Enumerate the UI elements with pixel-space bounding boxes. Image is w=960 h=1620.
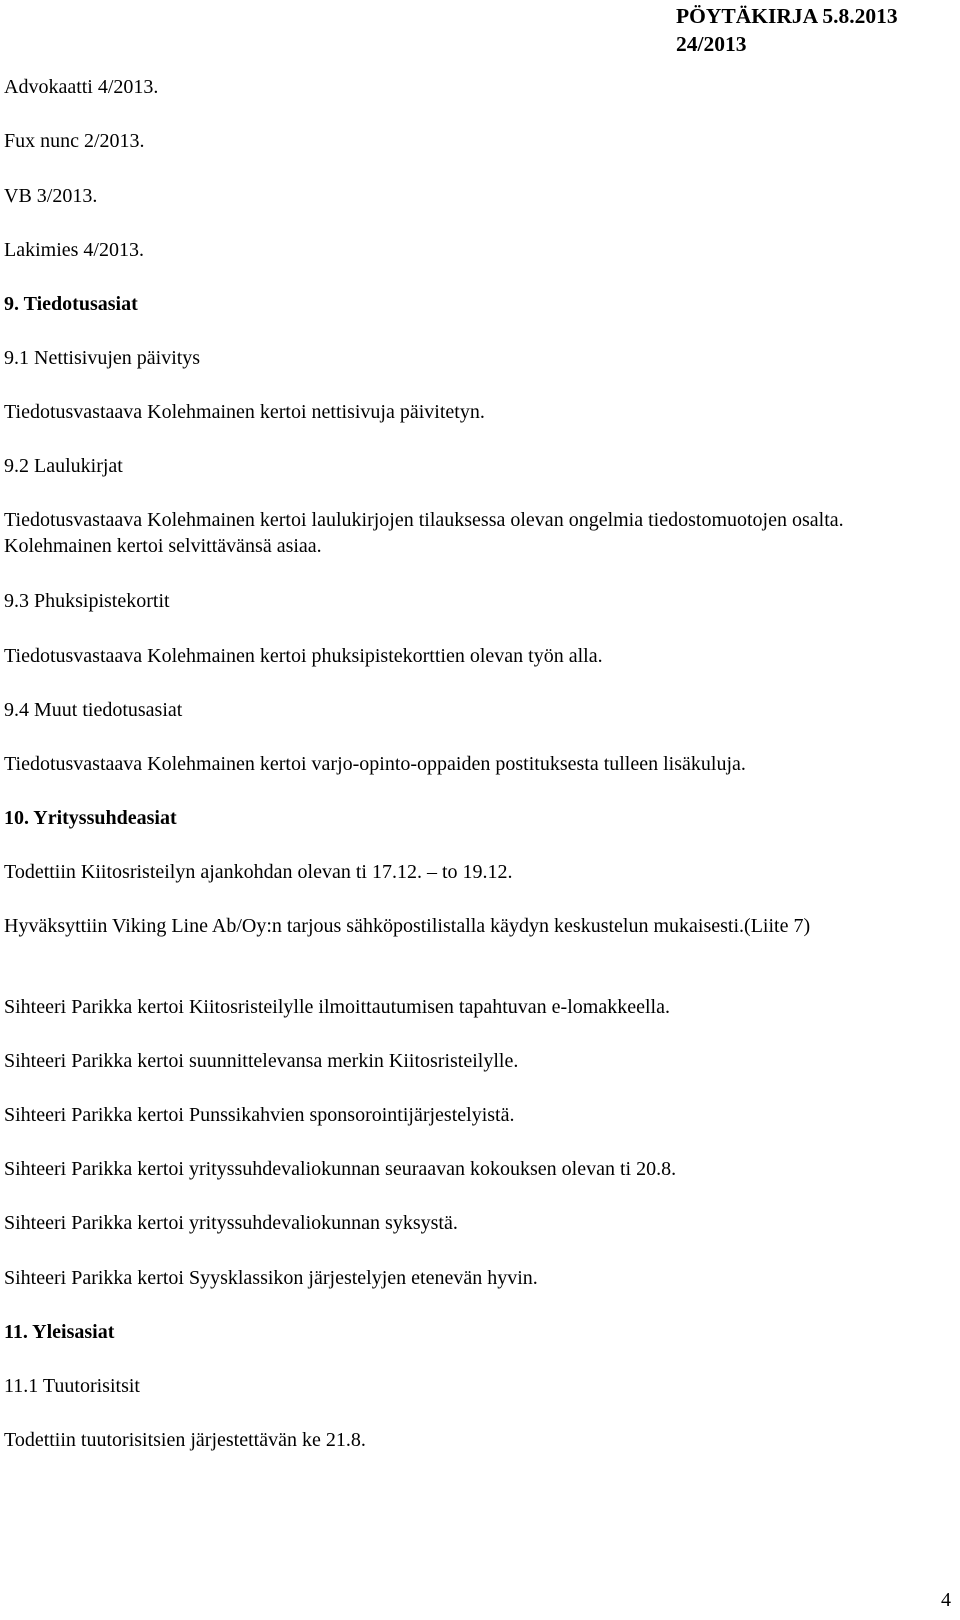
paragraph-10-5: Sihteeri Parikka kertoi Punssikahvien sponsorointijärjestelyistä. [4, 1104, 515, 1126]
subsection-heading-9-1: 9.1 Nettisivujen päivitys [4, 347, 201, 369]
document-header [676, 2, 898, 58]
paragraph-10-6: Sihteeri Parikka kertoi yrityssuhdevaliokunnan seuraavan kokouksen olevan ti 20.8. [4, 1158, 677, 1180]
subsection-heading-9-2: 9.2 Laulukirjat [4, 455, 123, 477]
list-item-advokaatti: Advokaatti 4/2013. [4, 76, 159, 98]
paragraph-10-1: Todettiin Kiitosristeilyn ajankohdan olevan ti 17.12. – to 19.12. [4, 861, 513, 883]
paragraph-9-1: Tiedotusvastaava Kolehmainen kertoi nettisivuja päivitetyn. [4, 401, 485, 423]
page-number: 4 [941, 1589, 951, 1611]
document-number: 24/2013 [676, 32, 747, 56]
document-title: PÖYTÄKIRJA 5.8.2013 [676, 4, 898, 28]
paragraph-10-7: Sihteeri Parikka kertoi yrityssuhdevaliokunnan syksystä. [4, 1212, 458, 1234]
paragraph-10-2: Hyväksyttiin Viking Line Ab/Oy:n tarjous sähköpostilistalla käydyn keskustelun mukaisesti.(Liite 7) [4, 915, 811, 937]
section-heading-11: 11. Yleisasiat [4, 1321, 115, 1343]
list-item-fux-nunc: Fux nunc 2/2013. [4, 130, 145, 152]
list-item-lakimies: Lakimies 4/2013. [4, 239, 144, 261]
paragraph-11-1: Todettiin tuutorisitsien järjestettävän ke 21.8. [4, 1429, 366, 1451]
paragraph-9-4: Tiedotusvastaava Kolehmainen kertoi varjo-opinto-oppaiden postituksesta tulleen lisäkuluja. [4, 753, 746, 775]
subsection-heading-11-1: 11.1 Tuutorisitsit [4, 1375, 140, 1397]
list-item-vb: VB 3/2013. [4, 185, 98, 207]
paragraph-10-8: Sihteeri Parikka kertoi Syysklassikon järjestelyjen etenevän hyvin. [4, 1267, 538, 1289]
subsection-heading-9-3: 9.3 Phuksipistekortit [4, 590, 170, 612]
paragraph-10-4: Sihteeri Parikka kertoi suunnittelevansa merkin Kiitosristeilylle. [4, 1050, 519, 1072]
paragraph-10-3: Sihteeri Parikka kertoi Kiitosristeilylle ilmoittautumisen tapahtuvan e-lomakkeella. [4, 996, 670, 1018]
section-heading-9: 9. Tiedotusasiat [4, 293, 138, 315]
section-heading-10: 10. Yrityssuhdeasiat [4, 807, 177, 829]
paragraph-9-2: Tiedotusvastaava Kolehmainen kertoi laulukirjojen tilauksessa olevan ongelmia tiedostomuotojen osalta. Kolehmainen kertoi selvittävänsä asiaa. [4, 509, 844, 557]
paragraph-9-3: Tiedotusvastaava Kolehmainen kertoi phuksipistekorttien olevan työn alla. [4, 645, 603, 667]
subsection-heading-9-4: 9.4 Muut tiedotusasiat [4, 699, 183, 721]
